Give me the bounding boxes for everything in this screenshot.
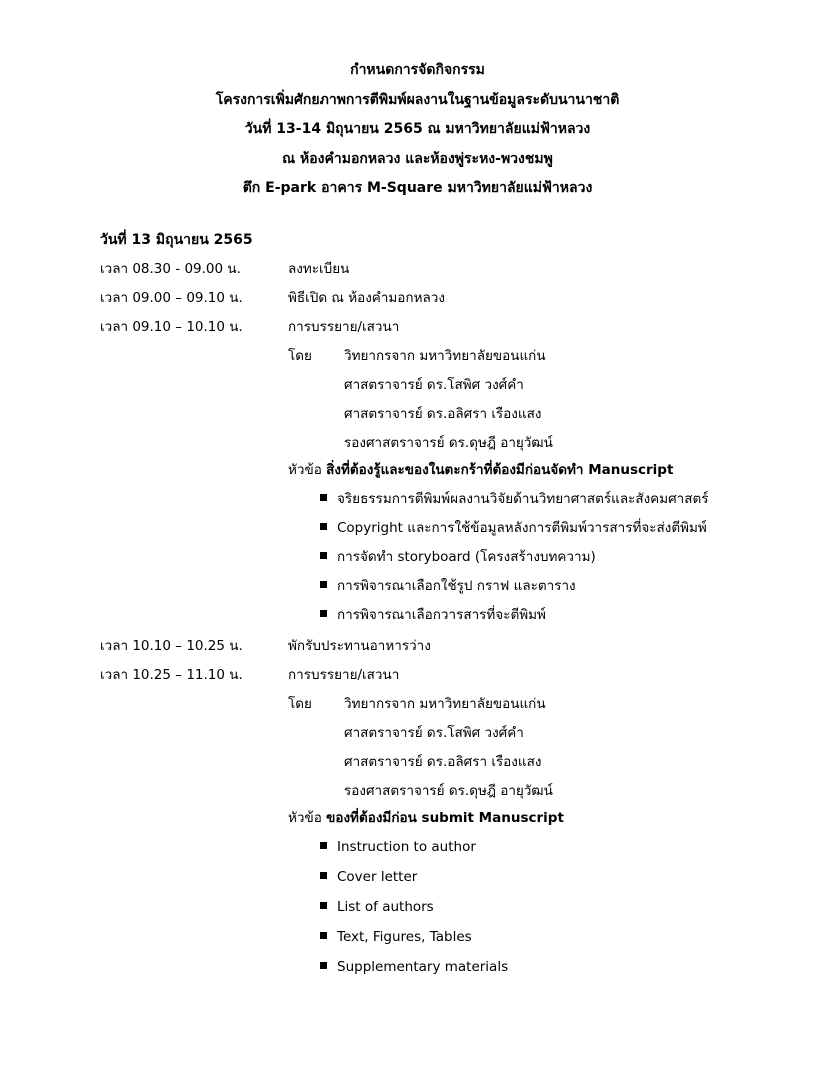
list-item [320,547,596,567]
document-header [0,58,835,206]
bullet-icon [320,932,327,939]
bullet-icon [320,494,327,501]
list-item [320,605,546,625]
session-time: เวลา 10.25 – 11.10 น. [100,667,243,683]
bullet-icon [320,610,327,617]
session-activity: พักรับประทานอาหารว่าง [288,638,431,654]
list-item-text: การพิจารณาเลือกใช้รูป กราฟ และตาราง [337,578,576,594]
bullet-icon [320,902,327,909]
topic-line [288,460,673,480]
session-time: เวลา 09.00 – 09.10 น. [100,290,243,306]
header-date-venue: วันที่ 13-14 มิถุนายน 2565 ณ มหาวิทยาลัยแม่ฟ้าหลวง [244,121,591,137]
list-item [320,489,709,509]
list-item-text: การจัดทำ storyboard (โครงสร้างบทความ) [337,549,596,565]
topic-title: สิ่งที่ต้องรู้และของในตะกร้าที่ต้องมีก่อนจัดทำ Manuscript [326,462,674,478]
list-item-text: Supplementary materials [337,959,509,975]
topic-label: หัวข้อ [288,810,322,826]
list-item-text: Copyright และการใช้ข้อมูลหลังการตีพิมพ์วารสารที่จะส่งตีพิมพ์ [337,520,707,536]
topic-title: ของที่ต้องมีก่อน submit Manuscript [326,810,564,826]
session-activity: การบรรยาย/เสวนา [288,319,400,335]
session-activity: การบรรยาย/เสวนา [288,667,400,683]
list-item-text: Cover letter [337,869,418,885]
list-item-text: List of authors [337,899,434,915]
list-item [320,897,434,917]
topic-line [288,808,564,828]
list-item [320,837,476,857]
speaker-line: วิทยากรจาก มหาวิทยาลัยขอนแก่น [344,696,546,712]
topic-label: หัวข้อ [288,462,322,478]
session-time: เวลา 09.10 – 10.10 น. [100,319,243,335]
speaker-line: ศาสตราจารย์ ดร.อลิศรา เรืองแสง [344,406,542,422]
header-project-name: โครงการเพิ่มศักยภาพการตีพิมพ์ผลงานในฐานข้อมูลระดับนานาชาติ [215,91,620,108]
list-item-text: การพิจารณาเลือกวารสารที่จะตีพิมพ์ [337,607,546,623]
bullet-icon [320,523,327,530]
speaker-line: ศาสตราจารย์ ดร.โสพิศ วงศ์คำ [344,725,524,741]
session-time: เวลา 08.30 - 09.00 น. [100,261,241,277]
session-time: เวลา 10.10 – 10.25 น. [100,638,243,654]
header-rooms: ณ ห้องคำมอกหลวง และห้องพู่ระหง-พวงชมพู [282,150,553,167]
speaker-line: ศาสตราจารย์ ดร.อลิศรา เรืองแสง [344,754,542,770]
bullet-icon [320,581,327,588]
session-activity: ลงทะเบียน [288,261,350,277]
speaker-line: ศาสตราจารย์ ดร.โสพิศ วงศ์คำ [344,377,524,393]
header-title: กำหนดการจัดกิจกรรม [350,62,485,78]
list-item [320,927,472,947]
list-item-text: จริยธรรมการตีพิมพ์ผลงานวิจัยด้านวิทยาศาสตร์และสังคมศาสตร์ [337,491,709,507]
speaker-line: รองศาสตราจารย์ ดร.ดุษฎี อายุวัฒน์ [344,435,553,451]
list-item [320,867,417,887]
speakers-by-label: โดย [288,696,312,712]
session-activity: พิธีเปิด ณ ห้องคำมอกหลวง [288,290,445,306]
list-item [320,518,707,538]
bullet-icon [320,552,327,559]
day-title: วันที่ 13 มิถุนายน 2565 [100,232,253,248]
speaker-line: วิทยากรจาก มหาวิทยาลัยขอนแก่น [344,348,546,364]
speaker-line: รองศาสตราจารย์ ดร.ดุษฎี อายุวัฒน์ [344,783,553,799]
bullet-icon [320,842,327,849]
bullet-icon [320,872,327,879]
list-item [320,576,576,596]
header-building: ตึก E-park อาคาร M-Square มหาวิทยาลัยแม่ฟ้าหลวง [242,180,593,196]
list-item-text: Text, Figures, Tables [337,929,472,945]
bullet-icon [320,962,327,969]
list-item [320,957,508,977]
speakers-by-label: โดย [288,348,312,364]
list-item-text: Instruction to author [337,839,476,855]
